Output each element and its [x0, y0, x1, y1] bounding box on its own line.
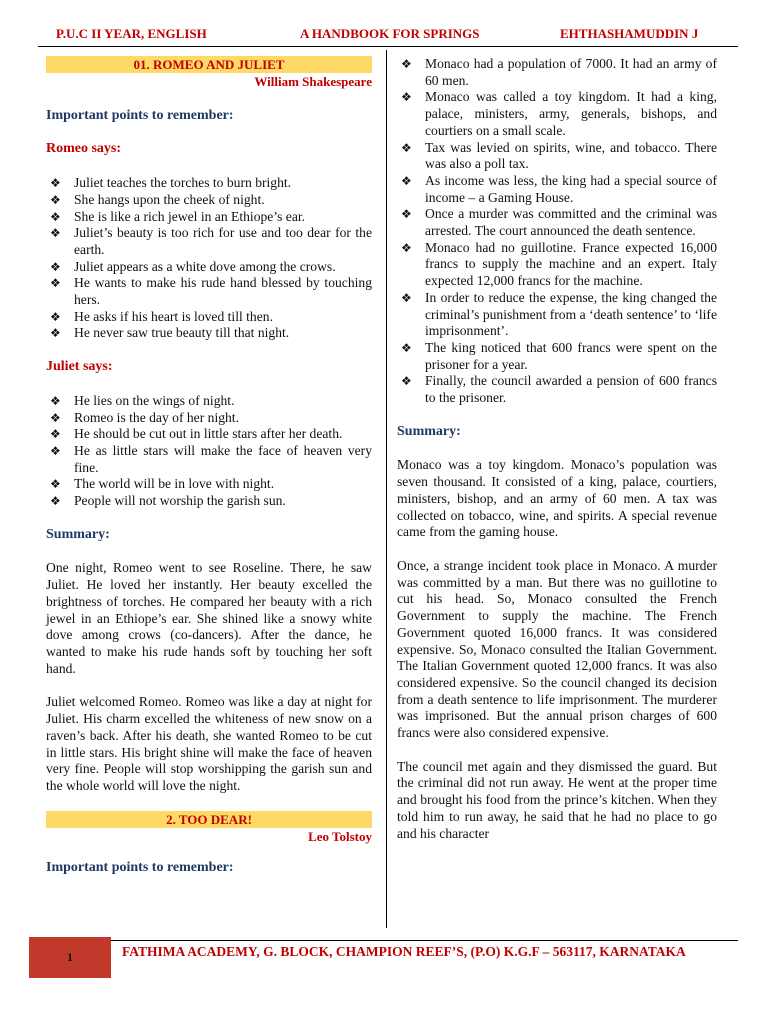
- list-item: ❖ He as little stars will make the face of heaven very fine.: [50, 442, 372, 475]
- list-item: ❖ As income was less, the king had a special source of income – a Gaming House.: [401, 172, 717, 205]
- lesson-title-too-dear: 2. TOO DEAR!: [46, 811, 372, 828]
- bullet-icon: ❖: [50, 309, 61, 324]
- footer-address: FATHIMA ACADEMY, G. BLOCK, CHAMPION REEF’S, (P.O) K.G.F – 563117, KARNATAKA: [122, 944, 686, 959]
- list-item: ❖ The world will be in love with night.: [50, 476, 275, 492]
- header-book-title: A HANDBOOK FOR SPRINGS: [300, 26, 480, 41]
- bullet-icon: ❖: [401, 90, 412, 105]
- list-item: ❖ She hangs upon the cheek of night.: [50, 191, 265, 207]
- list-item: ❖ He asks if his heart is loved till then.: [50, 308, 273, 324]
- bullet-icon: ❖: [401, 240, 412, 255]
- footer-divider: [38, 940, 738, 941]
- bullet-icon: ❖: [50, 276, 61, 291]
- list-item: ❖ Monaco had a population of 7000. It had an army of 60 men.: [401, 56, 717, 88]
- bullet-icon: ❖: [50, 494, 61, 509]
- bullet-icon: ❖: [50, 393, 61, 408]
- summary-heading: Summary:: [397, 423, 461, 439]
- bullet-icon: ❖: [50, 443, 61, 458]
- list-item: ❖ Juliet appears as a white dove among the crows.: [50, 258, 336, 274]
- list-item: ❖ Juliet teaches the torches to burn bright.: [50, 175, 292, 191]
- bullet-icon: ❖: [50, 176, 61, 191]
- summary-paragraph: Juliet welcomed Romeo. Romeo was like a day at night for Juliet. His charm excelled the whiteness of new snow on a raven’s back. After his death, she wanted Romeo to be cut in little stars. His bright shine will make the face of heaven very fine. People will stop worshipping the garish sun and the whole world will love the night.: [46, 694, 372, 793]
- header-author: EHTHASHAMUDDIN J: [560, 26, 699, 41]
- list-item: ❖ Finally, the council awarded a pension of 600 francs to the prisoner.: [401, 373, 717, 406]
- bullet-icon: ❖: [50, 427, 61, 442]
- summary-paragraph: One night, Romeo went to see Roseline. There, he saw Juliet. He loved her instantly. Her beauty excelled the brightness of torches. He compared her beauty with a rich jewel in an Ethiope’s ear. She shined like a snowy white dove among crows (co-dancers). After the dance, he wanted to make his rude hands soft by touching her soft hand.: [46, 560, 372, 676]
- lesson-author-shakespeare: William Shakespeare: [254, 74, 372, 89]
- list-item: ❖ Monaco was called a toy kingdom. It had a king, palace, ministers, army, generals, bishops, and courtiers on a small scale.: [401, 89, 717, 138]
- bullet-icon: ❖: [401, 207, 412, 222]
- page-header: [0, 26, 768, 44]
- lesson-author-tolstoy: Leo Tolstoy: [308, 828, 372, 844]
- bullet-icon: ❖: [401, 340, 412, 355]
- romeo-says-heading: Romeo says:: [46, 141, 122, 157]
- list-item: ❖ He never saw true beauty till that night.: [50, 325, 290, 341]
- bullet-icon: ❖: [401, 57, 412, 71]
- list-item: ❖ He should be cut out in little stars after her death.: [50, 426, 343, 442]
- bullet-icon: ❖: [50, 192, 61, 207]
- list-item: ❖ The king noticed that 600 francs were spent on the prisoner for a year.: [401, 339, 717, 372]
- left-column: [46, 56, 372, 877]
- list-item: ❖ Juliet’s beauty is too rich for use and too dear for the earth.: [50, 225, 372, 257]
- important-points-heading: Important points to remember:: [46, 107, 234, 123]
- list-item: ❖ She is like a rich jewel in an Ethiope’s ear.: [50, 208, 306, 224]
- summary-heading: Summary:: [46, 526, 110, 542]
- list-item: ❖ People will not worship the garish sun.: [50, 493, 286, 509]
- too-dear-points-list: [397, 56, 717, 407]
- juliet-points-list: [46, 393, 372, 510]
- bullet-icon: ❖: [401, 173, 412, 188]
- important-points-heading: Important points to remember:: [46, 860, 234, 876]
- list-item: ❖ In order to reduce the expense, the king changed the criminal’s punishment from a ‘death sentence’ to ‘life imprisonment’.: [401, 289, 717, 339]
- bullet-icon: ❖: [50, 209, 61, 224]
- bullet-icon: ❖: [401, 140, 412, 155]
- summary-paragraph: Once, a strange incident took place in Monaco. A murder was committed by a man. But there was no guillotine to cut his head. So, Monaco consulted the French Government to supply the machine. The French Government quoted 16,000 francs. It was considered expensive. So, Monaco consulted the Italian Government. The Italian Government quoted 12,000 francs. It was also considered expensive. So the council changed its decision from a death sentence to life imprisonment. The murderer was imprisoned. But the annual prison charges of 600 francs were also considered expensive.: [397, 557, 717, 741]
- list-item: ❖ Tax was levied on spirits, wine, and tobacco. There was also a poll tax.: [401, 139, 717, 172]
- bullet-icon: ❖: [50, 259, 61, 274]
- list-item: ❖ He lies on the wings of night.: [50, 392, 235, 408]
- right-column: [397, 56, 717, 842]
- bullet-icon: ❖: [50, 477, 61, 492]
- list-item: ❖ Romeo is the day of her night.: [50, 409, 239, 425]
- bullet-icon: ❖: [50, 226, 61, 241]
- list-item: ❖ He wants to make his rude hand blessed by touching hers.: [50, 275, 372, 308]
- juliet-says-heading: Juliet says:: [46, 359, 113, 375]
- column-divider: [386, 50, 387, 928]
- romeo-points-list: [46, 175, 372, 342]
- header-divider: [38, 46, 738, 47]
- list-item: ❖ Monaco had no guillotine. France expected 16,000 francs to supply the machine and an expert. Italy expected 12,000 francs for the machine.: [401, 239, 717, 289]
- bullet-icon: ❖: [50, 410, 61, 425]
- list-item: ❖ Once a murder was committed and the criminal was arrested. The court announced the death sentence.: [401, 206, 717, 239]
- header-course: P.U.C II YEAR, ENGLISH: [56, 26, 207, 41]
- lesson-title-romeo-juliet: 01. ROMEO AND JULIET: [46, 56, 372, 73]
- bullet-icon: ❖: [401, 374, 412, 389]
- summary-paragraph: The council met again and they dismissed the guard. But the criminal did not run away. He went at the proper time and brought his food from the prince’s kitchen. When they told him to run away, he said that he had no place to go and his character: [397, 758, 717, 841]
- summary-paragraph: Monaco was a toy kingdom. Monaco’s population was seven thousand. It consisted of a king, palace, courtiers, ministers, bishop, and an army of 60 men. A tax was collected on tobacco, wine, and spirits. A special revenue came from the gaming house.: [397, 457, 717, 540]
- bullet-icon: ❖: [50, 326, 61, 341]
- page-number: 1: [29, 937, 111, 978]
- bullet-icon: ❖: [401, 290, 412, 305]
